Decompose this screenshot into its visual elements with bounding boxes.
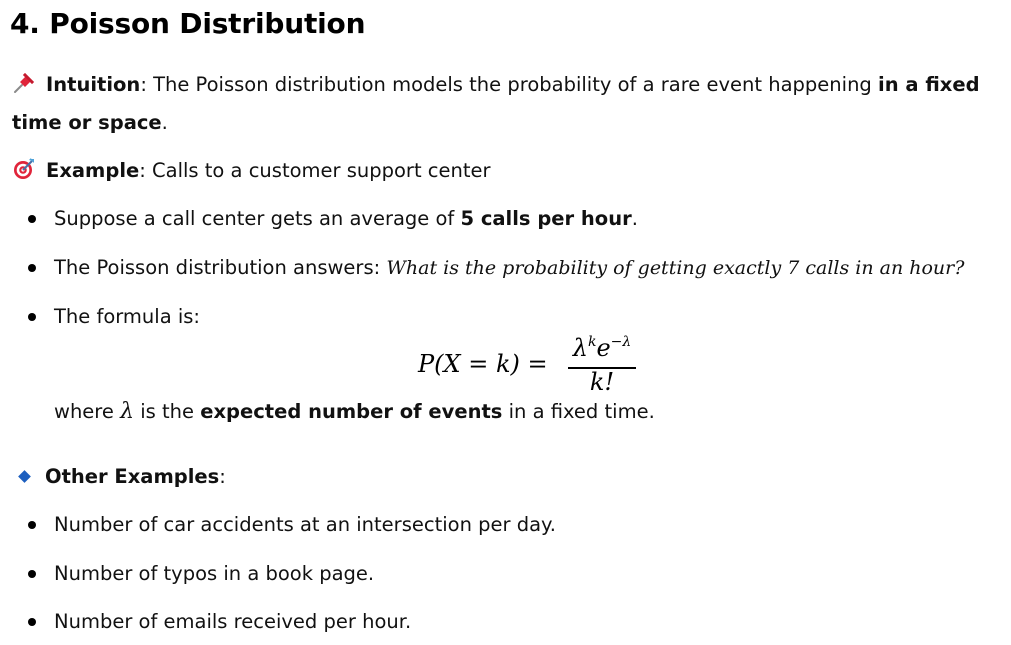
where-middle: is the — [134, 400, 201, 423]
numerator-exponent-lambda: −λ — [610, 334, 632, 350]
example-text: : Calls to a customer support center — [139, 159, 491, 182]
intuition-label: Intuition — [46, 73, 141, 96]
list-item: Number of typos in a book page. — [54, 562, 375, 585]
bullet-dot — [28, 521, 36, 529]
other-examples-colon: : — [219, 465, 226, 488]
bullet-dot — [28, 618, 36, 626]
formula-lhs — [418, 350, 548, 378]
direct-hit-icon — [12, 157, 36, 181]
numerator-lambda: λ — [572, 334, 588, 362]
list-item: Number of emails received per hour. — [54, 610, 412, 633]
where-line — [54, 398, 655, 426]
formula-fraction — [568, 334, 636, 400]
list-item-text: The Poisson distribution answers: — [54, 256, 387, 279]
example-paragraph — [12, 152, 997, 190]
list-item-text: Suppose a call center gets an average of — [54, 207, 461, 230]
list-item-end: . — [631, 207, 638, 230]
other-examples-label: Other Examples — [45, 465, 220, 488]
intuition-bold: in a fixed time or space — [12, 73, 980, 134]
list-item — [54, 303, 200, 331]
small-blue-diamond-icon — [18, 470, 31, 483]
list-item-text: The formula is: — [54, 305, 201, 328]
list-item — [54, 205, 638, 233]
where-bold: expected number of events — [200, 400, 503, 423]
bullet-dot — [28, 215, 36, 223]
list-item: Number of car accidents at an intersection per day. — [54, 513, 557, 536]
where-text: where — [54, 400, 121, 423]
pushpin-icon — [12, 71, 36, 95]
bullet-dot — [28, 264, 36, 272]
formula-numerator — [568, 334, 636, 362]
intuition-text: : The Poisson distribution models the probability of a rare event happening — [140, 73, 879, 96]
bullet-dot — [28, 313, 36, 321]
section-heading: 4. Poisson Distribution — [10, 7, 366, 40]
formula-lhs-text: P(X = k) = — [418, 350, 548, 378]
list-item-question: What is the probability of getting exactly 7 calls in an hour? — [386, 257, 965, 279]
example-label: Example — [46, 159, 140, 182]
list-item — [54, 254, 964, 282]
numerator-exponent-k: k — [587, 334, 597, 350]
where-end: in a fixed time. — [502, 400, 655, 423]
bullet-dot — [28, 570, 36, 578]
lambda-symbol: λ — [120, 399, 135, 424]
formula-denominator: k! — [589, 368, 615, 396]
numerator-e: e — [596, 334, 611, 362]
other-examples-heading — [12, 458, 997, 496]
intuition-paragraph — [12, 66, 997, 142]
intuition-end: . — [161, 111, 168, 134]
list-item-bold: 5 calls per hour — [460, 207, 632, 230]
